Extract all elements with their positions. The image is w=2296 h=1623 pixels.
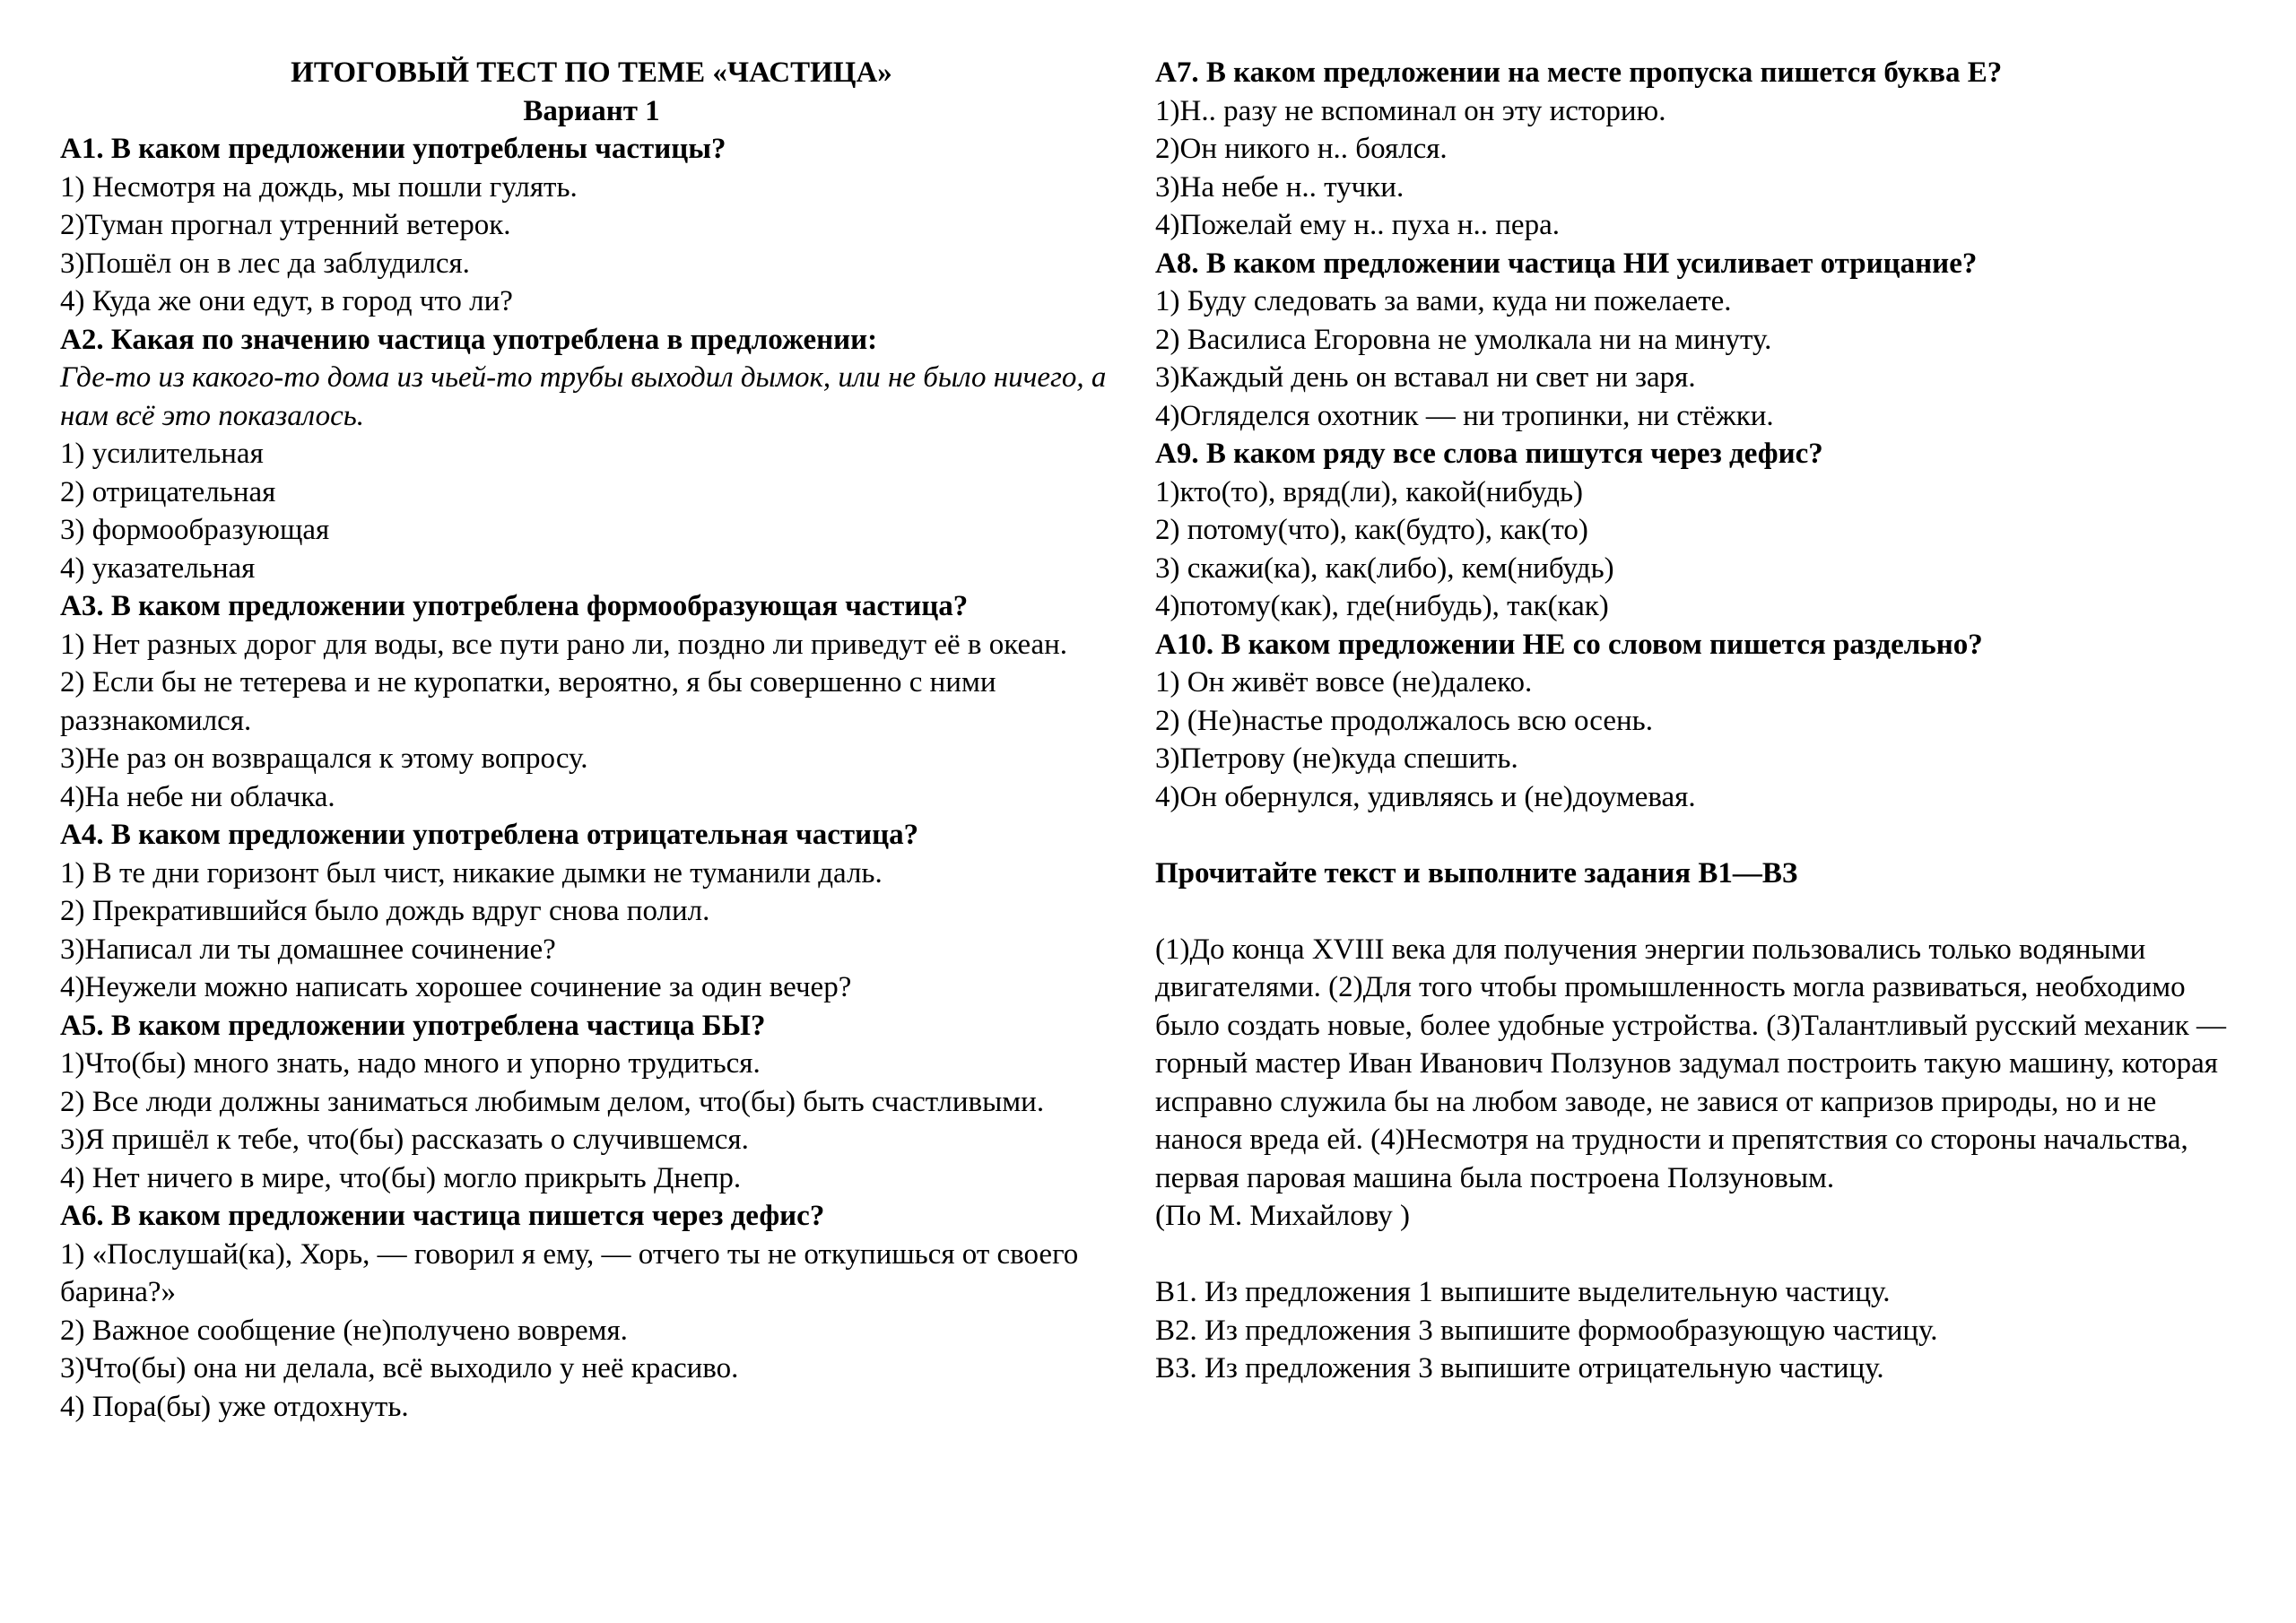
question-a1 <box>60 130 1123 321</box>
answer-option: 4)Огляделся охотник — ни тропинки, ни стёжки. <box>1155 399 1774 432</box>
question-text: А4. В каком предложении употреблена отрицательная частица? <box>60 819 919 851</box>
answer-option: 3)Каждый день он вставал ни свет ни заря. <box>1155 361 1696 394</box>
answer-option: 4)Неужели можно написать хорошее сочинение за один вечер? <box>60 971 852 1003</box>
answer-option: 3)Петрову (не)куда спешить. <box>1155 742 1518 775</box>
answer-option: 4)На небе ни облачка. <box>60 780 335 813</box>
answer-option: 1) усилительная <box>60 438 264 470</box>
right-column <box>1155 54 2245 1388</box>
answer-option: 3)Не раз он возвращался к этому вопросу. <box>60 742 588 775</box>
answer-option: 4) указательная <box>60 551 256 585</box>
answer-option: 1) Нет разных дорог для воды, все пути рано ли, поздно ли приведут её в океан. <box>60 628 1068 661</box>
answer-option: 3)Написал ли ты домашнее сочинение? <box>60 933 556 966</box>
answer-option: 4) Нет ничего в мире, что(бы) могло прикрыть Днепр. <box>60 1161 742 1194</box>
answer-option: 4)Он обернулся, удивляясь и (не)доумевая. <box>1155 780 1696 813</box>
reading-heading: Прочитайте текст и выполните задания В1—ВЗ <box>1155 856 1798 890</box>
answer-option: 2) Все люди должны заниматься любимым делом, что(бы) быть счастливыми. <box>60 1085 1045 1118</box>
question-a2 <box>60 321 1123 588</box>
question-a3 <box>60 587 1123 816</box>
task-b1: В1. Из предложения 1 выпишите выделительную частицу. <box>1155 1276 1891 1308</box>
question-text: А3. В каком предложении употреблена формообразующая частица? <box>60 590 969 622</box>
task-b3: ВЗ. Из предложения 3 выпишите отрицательную частицу. <box>1155 1352 1884 1384</box>
answer-option: 3) формообразующая <box>60 514 330 546</box>
answer-option: 3)Я пришёл к тебе, что(бы) рассказать о случившемся. <box>60 1124 749 1156</box>
question-a8 <box>1155 245 2245 436</box>
example-sentence: Где-то из какого-то дома из чьей-то трубы выходил дымок, или не было ничего, а нам всё это показалось. <box>60 361 1107 432</box>
answer-option: 3)Что(бы) она ни делала, всё выходило у неё красиво. <box>60 1352 739 1384</box>
answer-option: 1) Он живёт вовсе (не)далеко. <box>1155 666 1533 699</box>
answer-option: 2)Он никого н.. боялся. <box>1155 133 1448 165</box>
answer-option: 2)Туман прогнал утренний ветерок. <box>60 209 511 241</box>
task-b2: В2. Из предложения 3 выпишите формообразующую частицу. <box>1155 1314 1938 1347</box>
variant-label: Вариант 1 <box>523 94 660 127</box>
answer-option: 3)Пошёл он в лес да заблудился. <box>60 247 470 280</box>
answer-option: 1) Буду следовать за вами, куда ни пожелаете. <box>1155 285 1732 317</box>
page-title: ИТОГОВЫЙ ТЕСТ ПО ТЕМЕ «ЧАСТИЦА» <box>291 56 892 89</box>
question-a4 <box>60 816 1123 1007</box>
answer-option: 1) Несмотря на дождь, мы пошли гулять. <box>60 170 578 204</box>
answer-option: 1)Что(бы) много знать, надо много и упорно трудиться. <box>60 1047 761 1080</box>
spacer <box>1155 816 2245 855</box>
answer-option: 4) Куда же они едут, в город что ли? <box>60 285 513 317</box>
question-text: А7. В каком предложении на месте пропуска пишется буква Е? <box>1155 56 2003 89</box>
answer-option: 2) (Не)настье продолжалось всю осень. <box>1155 704 1653 737</box>
answer-option: 1) В те дни горизонт был чист, никакие дымки не туманили даль. <box>60 856 883 890</box>
question-a5 <box>60 1007 1123 1198</box>
answer-option: 2) Если бы не тетерева и не куропатки, вероятно, я бы совершенно с ними раззнакомился. <box>60 666 996 737</box>
answer-option: 4) Пора(бы) уже отдохнуть. <box>60 1390 409 1423</box>
answer-option: 4)Пожелай ему н.. пуха н.. пера. <box>1155 209 1560 241</box>
question-text: А6. В каком предложении частица пишется через дефис? <box>60 1200 825 1232</box>
answer-option: 3) скажи(ка), как(либо), кем(нибудь) <box>1155 551 1614 585</box>
answer-option: 4)потому(как), где(нибудь), так(как) <box>1155 590 1609 622</box>
answer-option: 2) Василиса Егоровна не умолкала ни на минуту. <box>1155 323 1772 356</box>
answer-option: 2) Прекратившийся было дождь вдруг снова полил. <box>60 895 710 927</box>
question-text: А2. Какая по значению частица употреблена в предложении: <box>60 323 878 356</box>
reading-text: (1)До конца XVIII века для получения энергии пользовались только водяными двигателями. (2)Для того чтобы промышленность могла развиваться, необходимо было создать новые, более удобные устройства. (З)Талантливый русский механик — горный мастер Иван Иванович Ползунов задумал построить такую машину, которая исправно служила бы на любом заводе, не завися от капризов природы, но и не нанося вреда ей. (4)Несмотря на трудности и препятствия со стороны начальства, первая паровая машина была построена Ползуновым. <box>1155 933 2227 1194</box>
question-text: А9. В каком ряду все слова пишутся через дефис? <box>1155 438 1823 470</box>
question-a7 <box>1155 54 2245 245</box>
question-a6 <box>60 1197 1123 1426</box>
answer-option: 1)кто(то), вряд(ли), какой(нибудь) <box>1155 475 1583 508</box>
spacer <box>1155 892 2245 931</box>
question-text: А8. В каком предложении частица НИ усиливает отрицание? <box>1155 247 1978 280</box>
question-a10 <box>1155 626 2245 817</box>
question-text: А1. В каком предложении употреблены частицы? <box>60 133 726 165</box>
answer-option: 2) отрицательная <box>60 475 276 508</box>
answer-option: 2) Важное сообщение (не)получено вовремя. <box>60 1314 628 1347</box>
answer-option: 1)Н.. разу не вспоминал он эту историю. <box>1155 94 1666 127</box>
answer-option: 1) «Послушай(ка), Хорь, — говорил я ему, — отчего ты не откупишься от своего барина?» <box>60 1237 1079 1308</box>
question-text: А10. В каком предложении НЕ со словом пишется раздельно? <box>1155 628 1983 661</box>
question-text: А5. В каком предложении употреблена частица БЫ? <box>60 1009 766 1042</box>
answer-option: 3)На небе н.. тучки. <box>1155 170 1405 204</box>
answer-option: 2) потому(что), как(будто), как(то) <box>1155 514 1588 546</box>
left-column <box>60 54 1123 1426</box>
question-a9 <box>1155 435 2245 626</box>
spacer <box>1155 1236 2245 1274</box>
reading-source: (По М. Михайлову ) <box>1155 1200 1410 1232</box>
